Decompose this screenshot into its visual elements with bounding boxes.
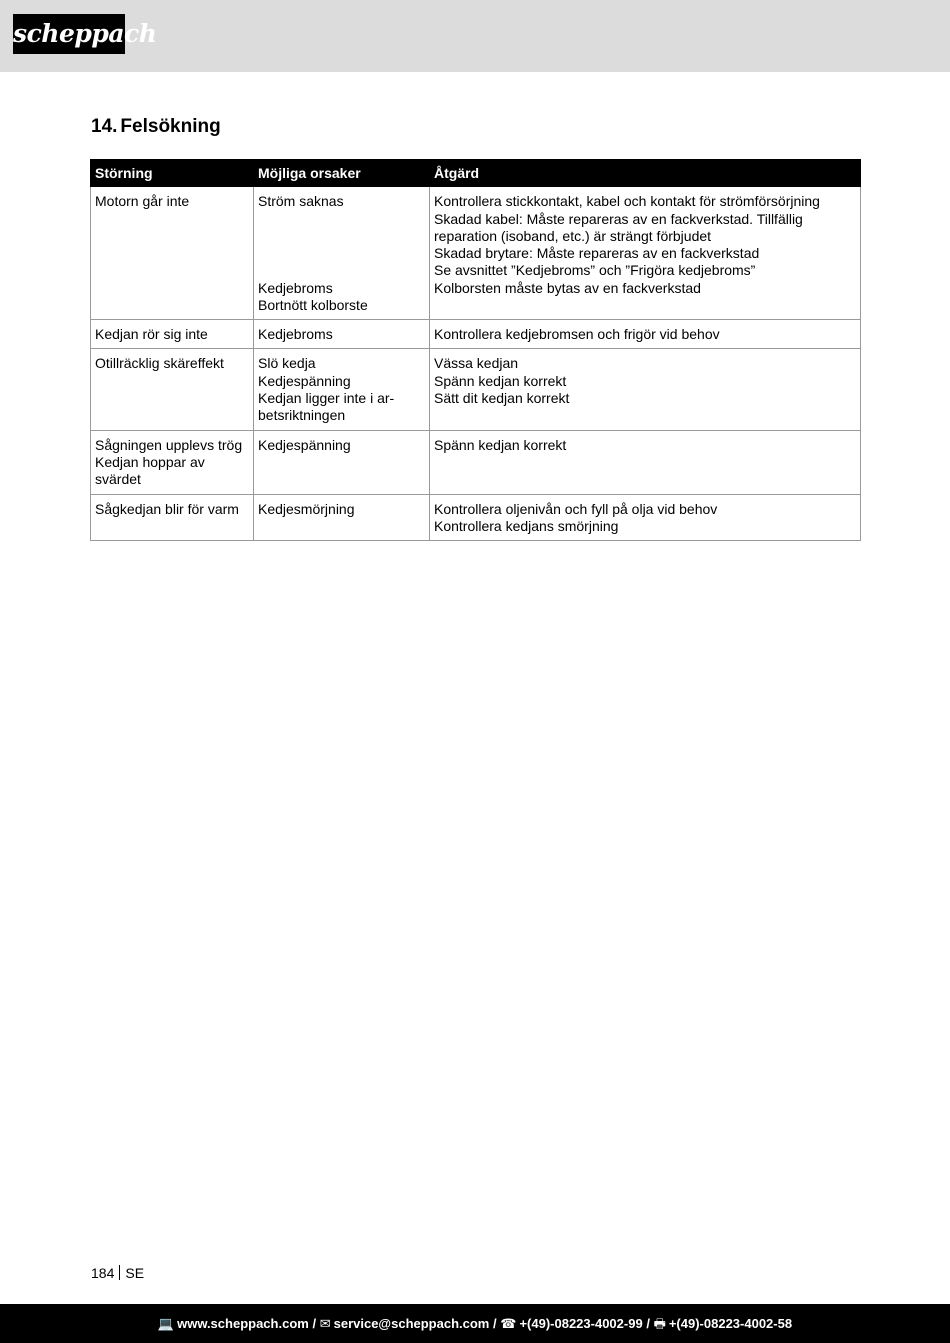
fault-cell bbox=[91, 494, 254, 541]
cell-line: Slö kedja bbox=[258, 355, 316, 372]
cell-line: Kontrollera kedjebromsen och frigör vid behov bbox=[434, 326, 720, 343]
spacer bbox=[258, 211, 425, 280]
cell-line: Se avsnittet ”Kedjebroms” och ”Frigöra kedjebroms” bbox=[434, 262, 756, 279]
cell-line: Sågningen upplevs trög bbox=[95, 436, 243, 453]
causes-cell bbox=[254, 320, 430, 349]
section-title-text: Felsökning bbox=[120, 116, 221, 137]
cell-line: Spänn kedjan korrekt bbox=[434, 436, 567, 453]
cell-line: Kedjespänning bbox=[258, 372, 351, 389]
action-cell bbox=[430, 430, 861, 494]
page-number-value: 184 bbox=[91, 1265, 115, 1281]
troubleshooting-table bbox=[90, 159, 861, 541]
cell-line: Kolborsten måste bytas av en fackverkstad bbox=[434, 279, 701, 296]
cell-line: Skadad brytare: Måste repareras av en fackverkstad bbox=[434, 245, 760, 262]
cell-line: Ström saknas bbox=[258, 193, 344, 210]
footer-phone: +(49)-08223-4002-99 bbox=[519, 1316, 643, 1331]
section-title bbox=[91, 116, 221, 138]
fault-cell bbox=[91, 320, 254, 349]
header-bar bbox=[0, 0, 950, 72]
phone-icon: ☎ bbox=[500, 1316, 517, 1331]
cell-line: Bortnött kolborste bbox=[258, 296, 368, 313]
fault-cell bbox=[91, 187, 254, 320]
column-header-action: Åtgärd bbox=[430, 160, 861, 187]
fax-icon: 🖶 bbox=[653, 1316, 666, 1331]
footer-separator: / bbox=[493, 1316, 497, 1331]
action-cell bbox=[430, 349, 861, 430]
footer-separator: / bbox=[646, 1316, 650, 1331]
fault-cell bbox=[91, 349, 254, 430]
footer-email-link[interactable]: service@scheppach.com bbox=[333, 1316, 490, 1331]
column-header-fault: Störning bbox=[91, 160, 254, 187]
causes-cell bbox=[254, 430, 430, 494]
cell-line: Motorn går inte bbox=[95, 193, 190, 210]
cell-line: Kedjan ligger inte i ar- bbox=[258, 390, 395, 407]
page-number bbox=[91, 1265, 144, 1281]
cell-line: Vässa kedjan bbox=[434, 355, 519, 372]
cell-line: Kontrollera oljenivån och fyll på olja vid behov bbox=[434, 500, 718, 517]
causes-cell bbox=[254, 494, 430, 541]
cell-line: Kedjebroms bbox=[258, 326, 333, 343]
action-cell bbox=[430, 494, 861, 541]
cell-line: Kedjebroms bbox=[258, 279, 333, 296]
divider bbox=[119, 1265, 120, 1280]
table-row bbox=[91, 430, 861, 494]
cell-line: svärdet bbox=[95, 471, 141, 488]
cell-line: Kedjan rör sig inte bbox=[95, 326, 208, 343]
table-header-row bbox=[91, 160, 861, 187]
table-row bbox=[91, 494, 861, 541]
footer-fax: +(49)-08223-4002-58 bbox=[668, 1316, 793, 1331]
cell-line: Kontrollera stickkontakt, kabel och kontakt för strömförsörjning bbox=[434, 193, 820, 210]
cell-line: Sätt dit kedjan korrekt bbox=[434, 390, 570, 407]
cell-line: Skadad kabel: Måste repareras av en fackverkstad. Tillfällig bbox=[434, 210, 803, 227]
cell-line: Sågkedjan blir för varm bbox=[95, 500, 239, 517]
envelope-icon: ✉ bbox=[319, 1316, 331, 1331]
cell-line: Otillräcklig skäreffekt bbox=[95, 355, 224, 372]
cell-line: betsriktningen bbox=[258, 407, 346, 424]
table-row bbox=[91, 187, 861, 320]
causes-cell bbox=[254, 187, 430, 320]
section-number: 14. bbox=[91, 116, 118, 137]
cell-line: Kontrollera kedjans smörjning bbox=[434, 517, 619, 534]
action-cell bbox=[430, 320, 861, 349]
scheppach-logo: scheppach bbox=[13, 14, 125, 54]
cell-line: Spänn kedjan korrekt bbox=[434, 372, 567, 389]
table-row bbox=[91, 320, 861, 349]
action-cell bbox=[430, 187, 861, 320]
cell-line: Kedjesmörjning bbox=[258, 500, 355, 517]
computer-icon: 💻 bbox=[157, 1316, 175, 1331]
footer-separator: / bbox=[312, 1316, 317, 1331]
footer-website-link[interactable]: www.scheppach.com bbox=[177, 1316, 309, 1331]
cell-line: Kedjespänning bbox=[258, 436, 351, 453]
causes-cell bbox=[254, 349, 430, 430]
footer-bar bbox=[0, 1304, 950, 1343]
page-language: SE bbox=[125, 1265, 145, 1281]
table-row bbox=[91, 349, 861, 430]
cell-line: reparation (isoband, etc.) är strängt förbjudet bbox=[434, 227, 712, 244]
fault-cell bbox=[91, 430, 254, 494]
cell-line: Kedjan hoppar av bbox=[95, 453, 205, 470]
column-header-causes: Möjliga orsaker bbox=[254, 160, 430, 187]
